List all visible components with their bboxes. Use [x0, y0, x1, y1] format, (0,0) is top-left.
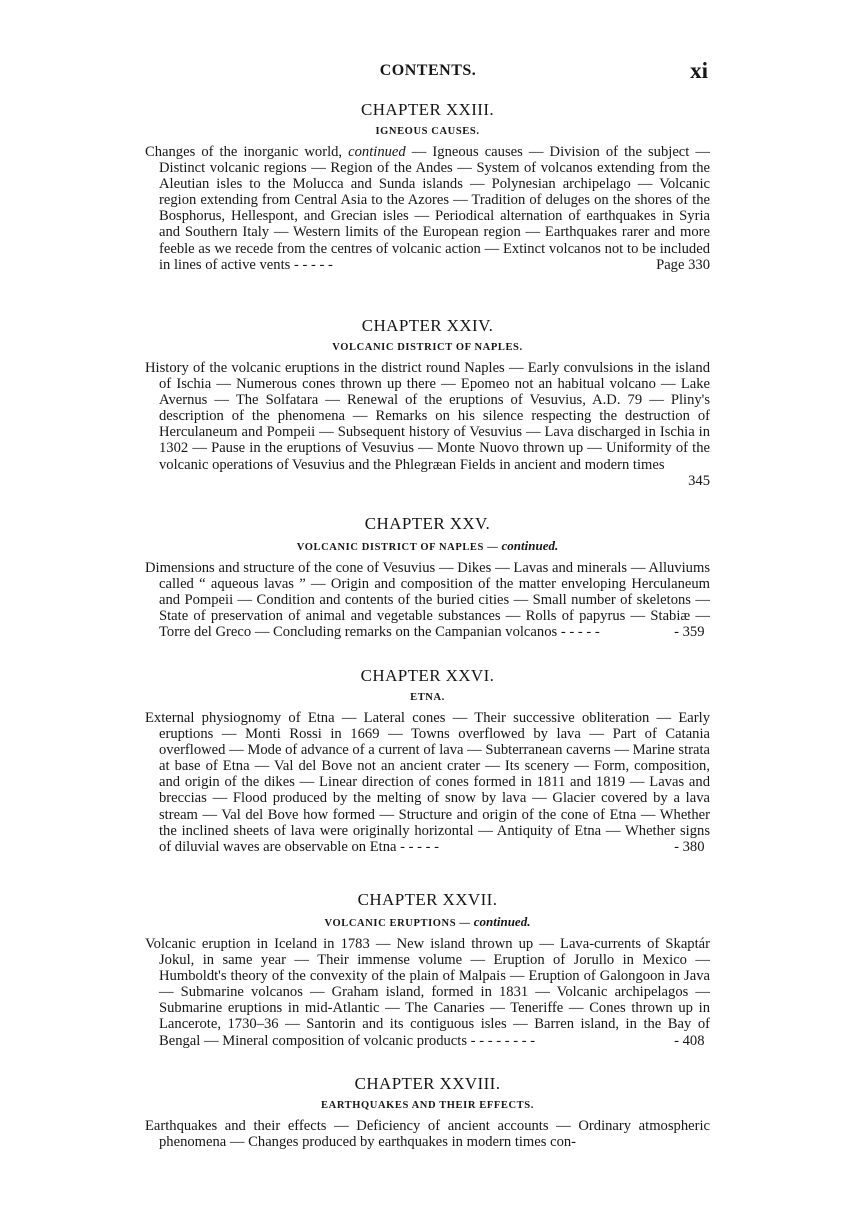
running-head	[148, 60, 708, 86]
dot-leaders: - - - - -	[557, 624, 600, 641]
dot-leaders: - - - - -	[396, 838, 440, 855]
chapter-subtitle: IGNEOUS CAUSES.	[375, 126, 480, 137]
chapter-summary: History of the volcanic eruptions in the district round Naples — Early convulsions in the island of Ischia — Numerous cones thrown up there — Epomeo not an habitual volcano — Lake Avernus — The Solfatara — Renewal of the eruptions of Vesuvius, A.D. 79 — Pliny's description of the phenomena — Remarks on his silence respecting the destruction of Herculaneum and Pompeii — Subsequent history of Vesuvius — Lava discharged in Ischia in 1302 — Pause in the eruptions of Vesuvius — Monte Nuovo thrown up — Uniformity of the volcanic operations of Vesuvius and the Phlegræan Fields in ancient and modern times	[145, 360, 710, 473]
chapter-subtitle: VOLCANIC DISTRICT OF NAPLES.	[332, 342, 523, 353]
chapter-title: CHAPTER XXIII.	[360, 100, 495, 119]
chapter-title: CHAPTER XXVII.	[357, 890, 498, 909]
page-reference: - 359	[674, 624, 705, 641]
page-reference: - 380	[674, 838, 705, 855]
chapter-summary: Changes of the inorganic world, continued — Igneous causes — Division of the subject — Distinct volcanic regions — Region of the Andes — System of volcanos extending from the Aleutian isles to the Molucca and Sunda islands — Polynesian archipelago — Volcanic region extending from Central Asia to the Azores — Tradition of deluges on the shores of the Bosphorus, Hellespont, and Grecian isles — Periodical alternation of earthquakes in Syria and Southern Italy — Western limits of the European region — Earthquakes rarer and more feeble as we recede from the centres of volcanic action — Extinct volcanos not to be included in lines of active vents - - - - - Page 330	[145, 144, 710, 273]
chapter-xxv	[145, 514, 710, 640]
dot-leaders: - - - - - - - -	[467, 1032, 536, 1049]
chapter-summary: Dimensions and structure of the cone of Vesuvius — Dikes — Lavas and minerals — Alluviums called “ aqueous lavas ” — Origin and composition of the matter enveloping Herculaneum and Pompeii — Condition and contents of the buried cities — Small number of skeletons — State of preservation of animal and vegetable substances — Rolls of papyrus — Stabiæ — Torre del Greco — Concluding remarks on the Campanian volcanos - - - - - - 359	[145, 560, 710, 641]
chapter-summary: External physiognomy of Etna — Lateral cones — Their successive obliteration — Early eruptions — Monti Rossi in 1669 — Towns overflowed by lava — Part of Catania overflowed — Mode of advance of a current of lava — Subterranean caverns — Marine strata at base of Etna — Val del Bove not an ancient crater — Its scenery — Form, composition, and origin of the dikes — Linear direction of cones formed in 1811 and 1819 — Lavas and breccias — Flood produced by the melting of snow by lava — Glacier covered by a lava stream — Val del Bove how formed — Structure and origin of the cone of Etna — Whether the inclined sheets of lava were originally horizontal — Antiquity of Etna — Whether signs of diluvial waves are observable on Etna - - - - - - 380	[145, 710, 710, 855]
page-reference: Page 330	[656, 256, 710, 273]
chapter-summary: Earthquakes and their effects — Deficiency of ancient accounts — Ordinary atmospheric phenomena — Changes produced by earthquakes in modern times con-	[145, 1118, 710, 1151]
page-reference: - 408	[674, 1032, 705, 1049]
chapter-xxvi	[145, 666, 710, 855]
chapter-xxiii	[145, 100, 710, 273]
running-title: CONTENTS.	[379, 62, 477, 79]
dot-leaders: - - - - -	[290, 256, 333, 273]
italic-word: continued	[348, 144, 406, 160]
chapter-title: CHAPTER XXIV.	[361, 316, 494, 335]
chapter-xxiv	[145, 316, 710, 489]
chapter-subtitle: ETNA.	[410, 692, 445, 703]
chapter-title: CHAPTER XXVI.	[360, 666, 495, 685]
chapter-xxviii	[145, 1074, 710, 1150]
chapter-subtitle: VOLCANIC DISTRICT OF NAPLES — continued.	[296, 538, 559, 553]
page-number: xi	[690, 58, 708, 83]
page-reference: 345	[688, 472, 710, 489]
chapter-subtitle: VOLCANIC ERUPTIONS — continued.	[324, 914, 531, 929]
chapter-subtitle: EARTHQUAKES AND THEIR EFFECTS.	[321, 1100, 534, 1111]
chapter-title: CHAPTER XXV.	[364, 514, 491, 533]
chapter-title: CHAPTER XXVIII.	[354, 1074, 501, 1093]
chapter-xxvii	[145, 890, 710, 1049]
chapter-summary: Volcanic eruption in Iceland in 1783 — New island thrown up — Lava-currents of Skaptár Jokul, in same year — Their immense volume — Eruption of Jorullo in Mexico — Humboldt's theory of the convexity of the plain of Malpais — Eruption of Galongoon in Java — Submarine volcanos — Graham island, formed in 1831 — Volcanic archipelagos — Submarine eruptions in mid-Atlantic — The Canaries — Teneriffe — Cones thrown up in Lancerote, 1730–36 — Santorin and its contiguous isles — Barren island, in the Bay of Bengal — Mineral composition of volcanic products - - - - - - - - - 408	[145, 936, 710, 1049]
